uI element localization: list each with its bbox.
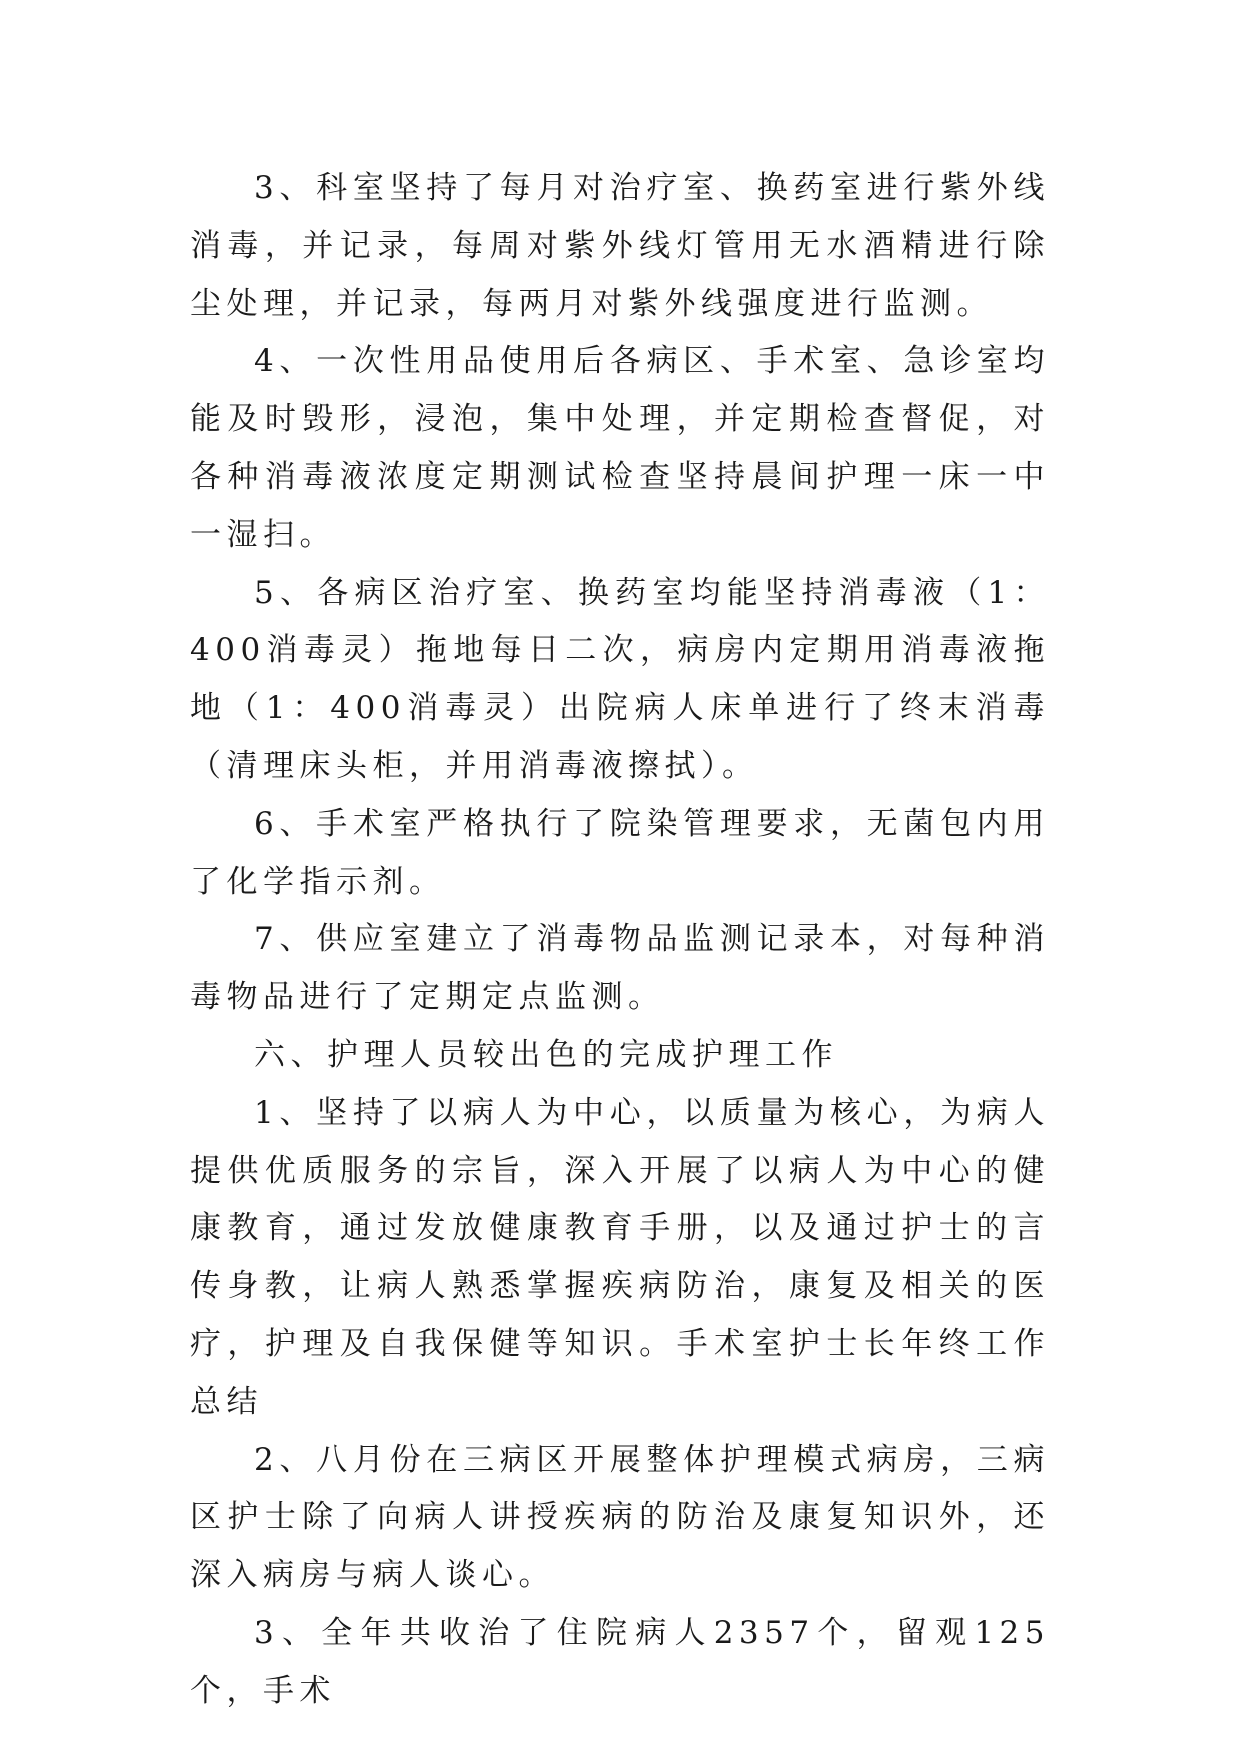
document-body [190,160,1050,1721]
paragraph-disposable-items: 4、一次性用品使用后各病区、手术室、急诊室均能及时毁形，浸泡，集中处理，并定期检查督促，对各种消毒液浓度定期测试检查坚持晨间护理一床一中一湿扫。 [190,343,1050,553]
section-heading: 六、护理人员较出色的完成护理工作 [254,1036,838,1073]
paragraph-patient-centered: 1、坚持了以病人为中心，以质量为核心，为病人提供优质服务的宗旨，深入开展了以病人为中心的健康教育，通过发放健康教育手册，以及通过护士的言传身教，让病人熟悉掌握疾病防治，康复及相关的医疗，护理及自我保健等知识。手术室护士长年终工作总结 [190,1094,1050,1420]
paragraph-annual-stats: 3、全年共收治了住院病人2357个，留观125个，手术 [190,1614,1050,1709]
paragraph-operating-room: 6、手术室严格执行了院染管理要求，无菌包内用了化学指示剂。 [190,805,1050,900]
paragraph-floor-disinfection: 5、各病区治疗室、换药室均能坚持消毒液（1：400消毒灵）拖地每日二次，病房内定期用消毒液拖地（1：400消毒灵）出院病人床单进行了终末消毒（清理床头柜，并用消毒液擦拭）。 [190,574,1050,784]
paragraph-uv-disinfection: 3、科室坚持了每月对治疗室、换药室进行紫外线消毒，并记录，每周对紫外线灯管用无水酒精进行除尘处理，并记录，每两月对紫外线强度进行监测。 [190,170,1050,322]
paragraph-holistic-care: 2、八月份在三病区开展整体护理模式病房，三病区护士除了向病人讲授疾病的防治及康复知识外，还深入病房与病人谈心。 [190,1441,1050,1594]
paragraph-supply-room: 7、供应室建立了消毒物品监测记录本，对每种消毒物品进行了定期定点监测。 [190,921,1050,1016]
